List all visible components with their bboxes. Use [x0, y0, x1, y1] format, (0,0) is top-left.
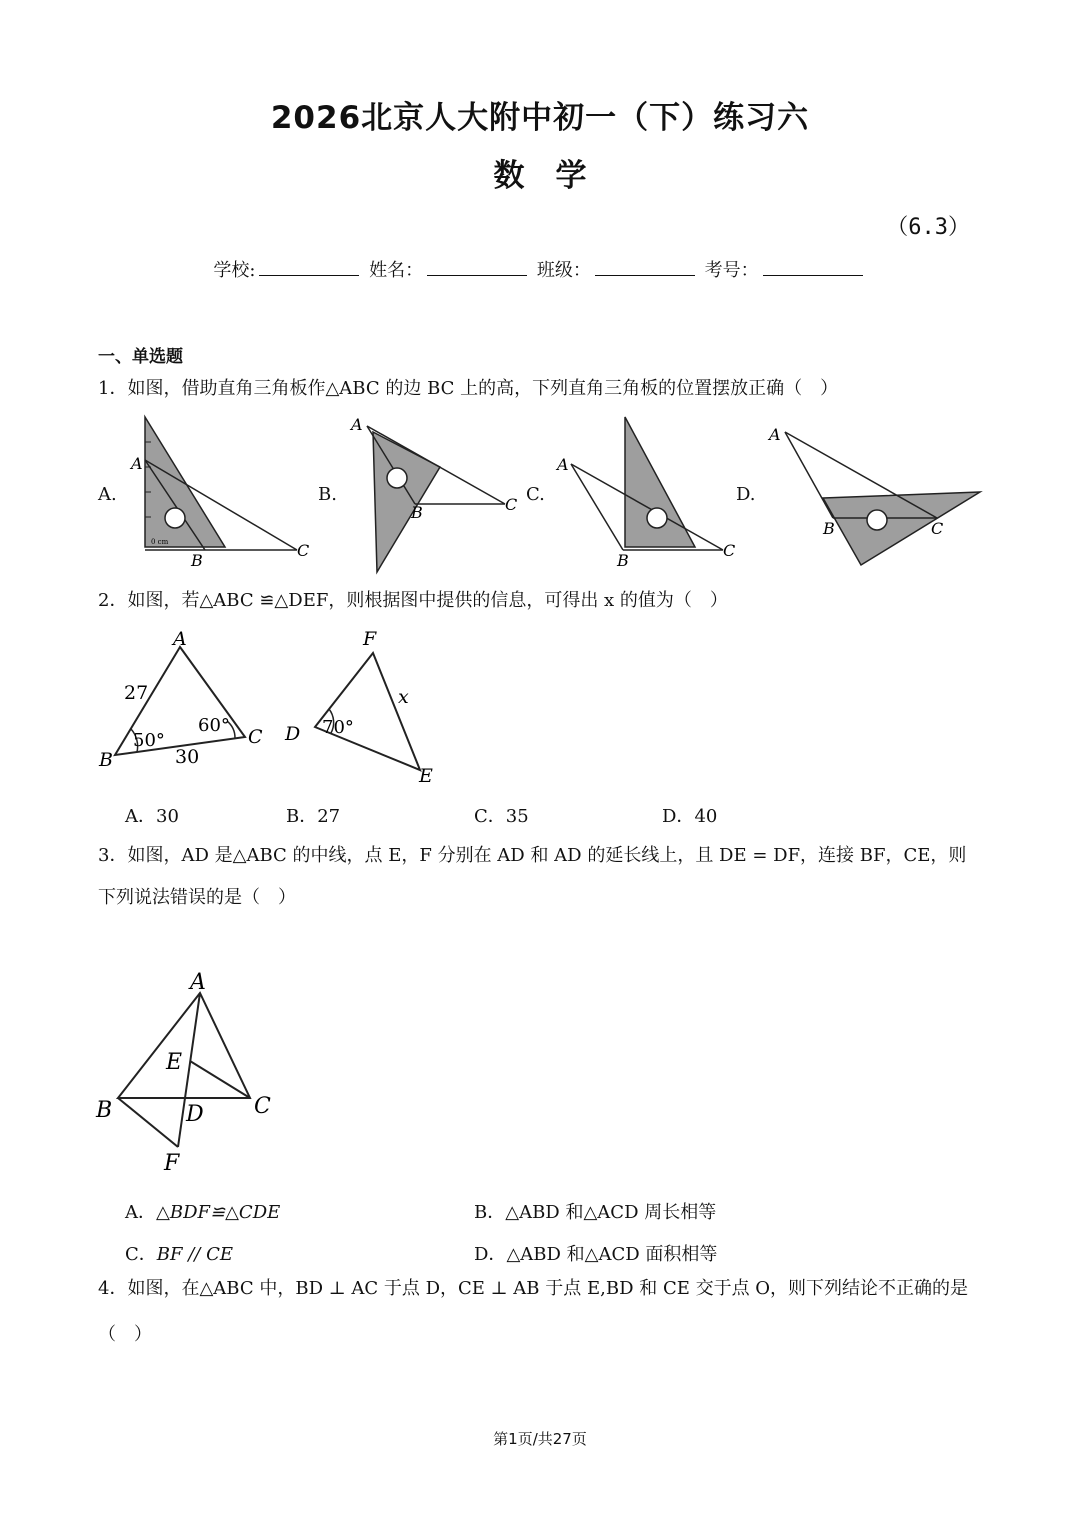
q1-option-d-label: D.	[736, 484, 756, 505]
q2-label-b: B	[99, 749, 113, 771]
q1c-label-b: B	[617, 551, 629, 570]
q3-figure	[90, 965, 290, 1180]
class-blank	[595, 257, 695, 276]
question-3-stem-line2: 下列说法错误的是（ ）	[98, 887, 296, 908]
q2-option-c: C．35	[474, 806, 529, 827]
q1c-label-c: C	[723, 541, 736, 560]
q2-side-bc: 30	[175, 746, 200, 768]
q1a-label-c: C	[297, 541, 310, 560]
q2-label-f: F	[363, 628, 377, 650]
q3-option-c: C．BF // CE	[125, 1244, 233, 1265]
q3-label-e: E	[166, 1050, 183, 1075]
exam-number-blank	[763, 257, 863, 276]
q2-option-a: A．30	[125, 806, 179, 827]
q3-option-a: A．△BDF≌△CDE	[125, 1202, 281, 1223]
q1-figure-b	[345, 412, 530, 577]
name-label: 姓名：	[369, 260, 424, 281]
q1-figure-d	[765, 420, 985, 570]
q1d-label-b: B	[823, 519, 835, 538]
q3-option-d: D．△ABD 和△ACD 面积相等	[474, 1244, 718, 1265]
q2-label-c: C	[248, 726, 263, 748]
q1b-label-a: A	[351, 415, 363, 434]
q1d-label-a: A	[769, 425, 781, 444]
question-3-stem-line1: 3．如图，AD 是△ABC 的中线，点 E，F 分别在 AD 和 AD 的延长线上，且 DE = DF，连接 BF，CE，则	[98, 845, 967, 866]
page-number: 第1页/共27页	[493, 1430, 587, 1448]
q3-label-d: D	[186, 1102, 204, 1127]
question-4-answer-paren: （ ）	[98, 1324, 152, 1345]
q2-label-d: D	[285, 723, 301, 745]
q2-side-ab: 27	[124, 682, 149, 704]
q2-angle-b: 50°	[133, 730, 165, 751]
q1a-ruler-label: 0 cm	[151, 538, 169, 546]
section-heading: 一、单选题	[98, 347, 183, 367]
q1c-label-a: A	[557, 455, 569, 474]
q2-label-e: E	[419, 765, 433, 787]
q2-angle-c: 60°	[198, 715, 230, 736]
q2-label-a: A	[173, 628, 187, 650]
q1b-label-b: B	[411, 503, 423, 522]
q2-label-x: x	[398, 686, 409, 708]
class-label: 班级：	[536, 260, 591, 281]
student-info-line	[0, 256, 1080, 282]
q1-option-c-label: C.	[526, 484, 545, 505]
q3-label-b: B	[96, 1098, 113, 1123]
q3-option-b: B．△ABD 和△ACD 周长相等	[474, 1202, 717, 1223]
question-2-stem: 2．如图，若△ABC ≌△DEF，则根据图中提供的信息，可得出 x 的值为（ ）	[98, 590, 728, 611]
q1a-label-a: A	[131, 454, 143, 473]
q1-option-b-label: B.	[318, 484, 337, 505]
q1d-label-c: C	[931, 519, 944, 538]
school-blank	[259, 257, 359, 276]
exam-date: （6.3）	[886, 215, 970, 240]
q2-angle-d: 70°	[322, 717, 354, 738]
q1-figure-a	[125, 412, 325, 572]
document-title: 2026北京人大附中初一（下）练习六	[270, 100, 810, 136]
q2-option-d: D．40	[662, 806, 718, 827]
question-1-stem: 1．如图，借助直角三角板作△ABC 的边 BC 上的高，下列直角三角板的位置摆放正确（ ）	[98, 378, 839, 399]
exam-number-label: 考号：	[704, 260, 759, 281]
subject-heading: 数 学	[493, 158, 587, 194]
q3-label-a: A	[190, 970, 206, 995]
q1-option-a-label: A.	[98, 484, 117, 505]
name-blank	[427, 257, 527, 276]
q2-figure	[95, 625, 455, 790]
q1a-label-b: B	[191, 551, 203, 570]
q3-label-f: F	[164, 1151, 180, 1176]
school-label: 学校:	[213, 260, 256, 281]
q2-option-b: B．27	[286, 806, 341, 827]
q3-label-c: C	[254, 1094, 271, 1119]
question-4-stem: 4．如图，在△ABC 中，BD ⊥ AC 于点 D，CE ⊥ AB 于点 E,BD 和 CE 交于点 O，则下列结论不正确的是	[98, 1278, 969, 1299]
q1b-label-c: C	[505, 495, 518, 514]
q1-figure-c	[555, 412, 745, 572]
